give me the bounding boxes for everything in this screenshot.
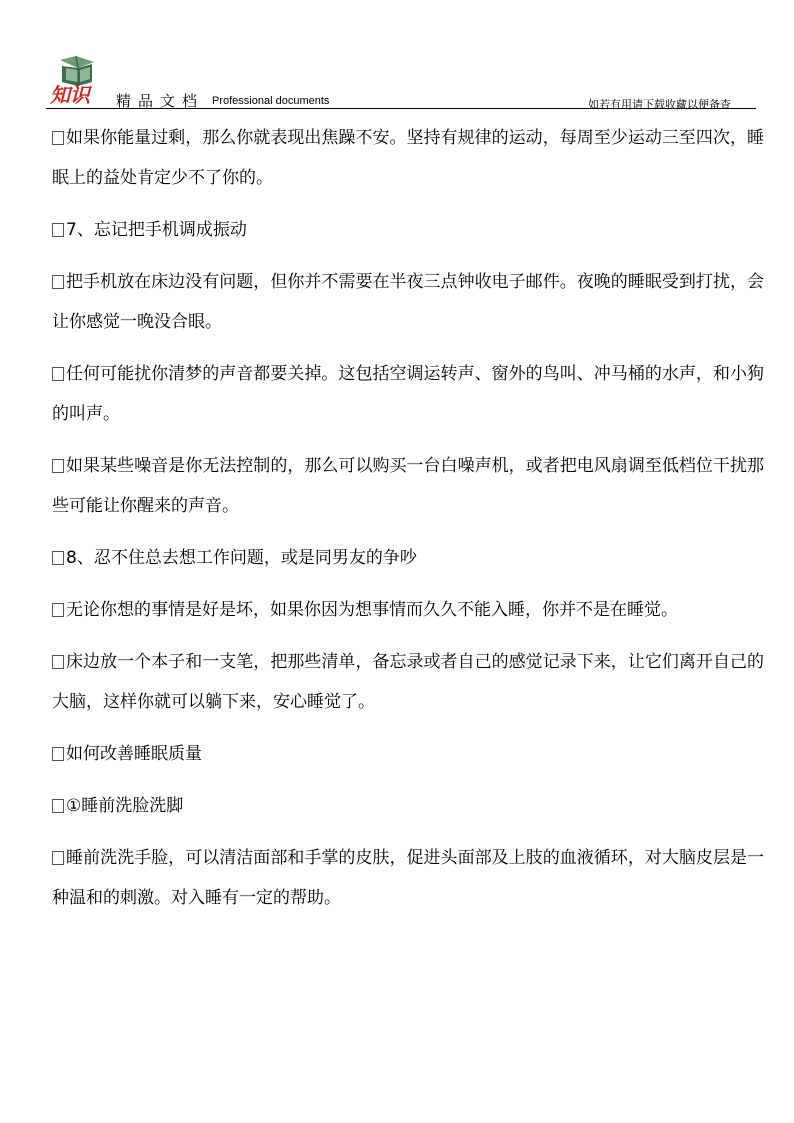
logo-text: 知识 — [50, 83, 90, 107]
paragraph-text: 如果某些噪音是你无法控制的，那么可以购买一台白噪声机，或者把电风扇调至低档位干扰那些可能让你醒来的声音。 — [52, 456, 764, 516]
checkbox-glyph-icon — [52, 655, 64, 669]
paragraph-text: 如果你能量过剩，那么你就表现出焦躁不安。坚持有规律的运动，每周至少运动三至四次，睡眠上的益处肯定少不了你的。 — [52, 128, 764, 188]
section-heading — [52, 734, 764, 774]
heading-text: 7、忘记把手机调成振动 — [66, 220, 247, 240]
brand-title: 精品文档 — [116, 92, 205, 110]
checkbox-glyph-icon — [52, 603, 64, 617]
checkbox-glyph-icon — [52, 459, 64, 473]
document-body — [52, 118, 764, 930]
heading-text: 8、忍不住总去想工作问题，或是同男友的争吵 — [66, 548, 417, 568]
checkbox-glyph-icon — [52, 275, 64, 289]
paragraph-text: 无论你想的事情是好是坏，如果你因为想事情而久久不能入睡，你并不是在睡觉。 — [66, 600, 678, 620]
checkbox-glyph-icon — [52, 223, 64, 237]
section-heading — [52, 538, 764, 578]
checkbox-glyph-icon — [52, 851, 64, 865]
heading-text: ①睡前洗脸洗脚 — [66, 796, 184, 816]
open-book-icon — [60, 56, 94, 86]
checkbox-glyph-icon — [52, 367, 64, 381]
paragraph — [52, 642, 764, 722]
paragraph-text: 床边放一个本子和一支笔，把那些清单，备忘录或者自己的感觉记录下来，让它们离开自己的大脑，这样你就可以躺下来，安心睡觉了。 — [52, 652, 764, 712]
paragraph — [52, 446, 764, 526]
checkbox-glyph-icon — [52, 551, 64, 565]
checkbox-glyph-icon — [52, 747, 64, 761]
section-heading — [52, 786, 764, 826]
section-heading — [52, 210, 764, 250]
brand-subtitle: Professional documents — [212, 95, 330, 107]
paragraph-text: 睡前洗洗手脸，可以清洁面部和手掌的皮肤，促进头面部及上肢的血液循环，对大脑皮层是一种温和的刺激。对入睡有一定的帮助。 — [52, 848, 764, 908]
logo — [46, 52, 102, 108]
paragraph-text: 把手机放在床边没有问题，但你并不需要在半夜三点钟收电子邮件。夜晚的睡眠受到打扰，会让你感觉一晚没合眼。 — [52, 272, 764, 332]
paragraph — [52, 590, 764, 630]
paragraph — [52, 262, 764, 342]
paragraph — [52, 354, 764, 434]
header-note: 如若有用请下载收藏以便备查 — [588, 98, 731, 111]
checkbox-glyph-icon — [52, 799, 64, 813]
paragraph-text: 任何可能扰你清梦的声音都要关掉。这包括空调运转声、窗外的鸟叫、冲马桶的水声，和小狗的叫声。 — [52, 364, 764, 424]
checkbox-glyph-icon — [52, 131, 64, 145]
heading-text: 如何改善睡眠质量 — [66, 744, 202, 764]
paragraph — [52, 838, 764, 918]
header-rule — [46, 108, 756, 109]
paragraph — [52, 118, 764, 198]
page-header — [0, 0, 794, 112]
